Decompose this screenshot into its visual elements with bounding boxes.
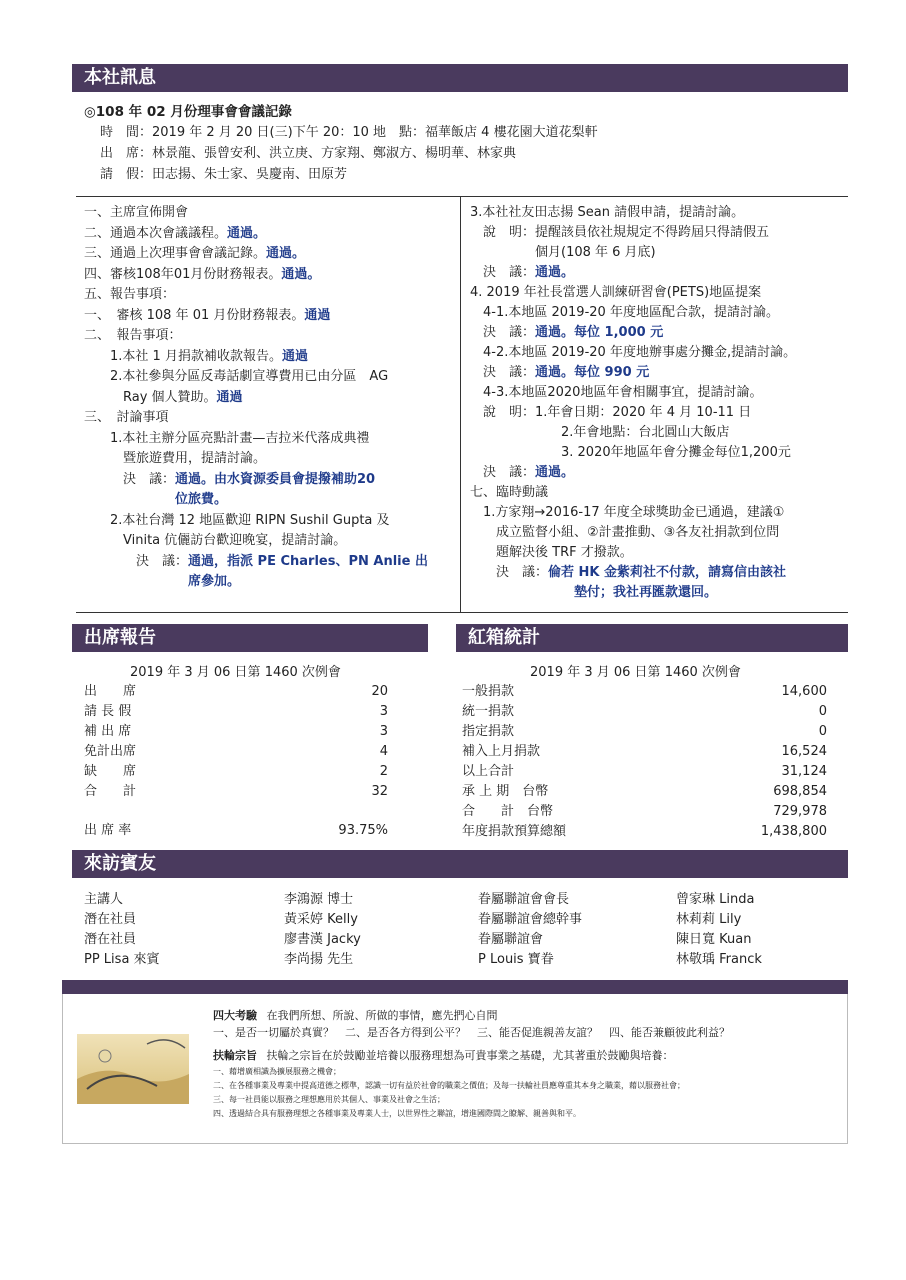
agenda-line-resolution: 位旅費。 — [175, 492, 228, 507]
attendance-rate-value: 93.75% — [338, 823, 388, 838]
agenda-line-resolution: 通過。 — [266, 246, 306, 261]
visitor-cell: 李鴻源 博士 — [284, 892, 354, 907]
agenda-line-text: 個月(108 年 6 月底) — [470, 245, 656, 260]
minutes-time: 時 間：2019 年 2 月 20 日(三)下午 20：10 地 點：福華飯店 4 樓花園大道花梨軒 — [100, 125, 598, 140]
four-way-test-items: 一、是否一切屬於真實？ 二、是否各方得到公平？ 三、能否促進親善友誼？ 四、能否兼顧彼此利益？ — [213, 1026, 730, 1039]
table-row-value: 31,124 — [781, 764, 827, 779]
agenda-line-text: 2.本社參與分區反毒話劇宣導費用已由分區 AG — [84, 369, 389, 384]
object-title: 扶輪宗旨 — [213, 1049, 257, 1062]
agenda-line — [470, 444, 791, 462]
visitor-cell: 林敬瑀 Franck — [676, 952, 762, 967]
agenda-line — [470, 484, 548, 502]
agenda-line — [84, 368, 388, 386]
table-row-label: 免計出席 — [84, 744, 137, 759]
agenda-line-text: 4-1.本地區 2019-20 年度地區配合款，提請討論。 — [470, 305, 779, 320]
agenda-line-text: 一、主席宣佈開會 — [84, 205, 189, 220]
agenda-line — [84, 471, 375, 489]
agenda-line-text: 題解決後 TRF 才撥款。 — [470, 545, 633, 560]
agenda-line-resolution: 通過，指派 PE Charles、PN Anlie 出 — [188, 553, 428, 569]
agenda-line — [84, 307, 330, 325]
section-header-attendance: 出席報告 — [72, 624, 428, 652]
agenda-line — [470, 244, 656, 262]
agenda-line-text: 五、報告事項： — [84, 287, 176, 302]
agenda-line — [84, 491, 227, 509]
agenda-line-resolution: 通過。 — [535, 465, 575, 480]
visitor-cell: 林莉莉 Lily — [676, 912, 742, 927]
visitor-cell: 潛在社員 — [84, 932, 137, 947]
visitor-cell: 眷屬聯誼會總幹事 — [478, 912, 583, 927]
agenda-line-text: 4-2.本地區 2019-20 年度地辦事處分攤金,提請討論。 — [470, 345, 797, 360]
visitor-cell: 陳日寬 Kuan — [676, 932, 752, 947]
agenda-line-text: 決 議： — [470, 465, 536, 480]
table-row-label: 一般捐款 — [462, 684, 515, 699]
agenda-line-text: 決 議： — [470, 365, 536, 380]
agenda-line — [470, 504, 784, 522]
agenda-line-resolution: 通過 — [304, 307, 331, 323]
attendance-rate-label: 出 席 率 — [84, 823, 132, 838]
agenda-line-text — [84, 574, 188, 589]
landscape-painting-image — [77, 1034, 189, 1104]
agenda-line — [470, 284, 761, 302]
agenda-line-resolution: 通過 — [281, 348, 308, 364]
four-way-test-title: 四大考驗 — [213, 1009, 257, 1022]
agenda-line-resolution: 通過。 — [281, 266, 321, 282]
footer-bar — [62, 980, 848, 994]
table-row-label: 合 計 台幣 — [462, 804, 554, 819]
agenda-line-text: 決 議： — [84, 471, 176, 487]
divider — [76, 196, 848, 197]
table-row-value: 0 — [818, 704, 827, 719]
agenda-line-resolution: 通過。由水資源委員會提撥補助20 — [175, 471, 376, 487]
agenda-line-text: 決 議： — [470, 325, 536, 340]
agenda-line-text — [470, 585, 574, 600]
agenda-line — [84, 225, 266, 243]
agenda-line — [84, 245, 305, 263]
agenda-line-text: 暨旅遊費用，提請討論。 — [84, 451, 267, 466]
table-row-label: 以上合計 — [462, 764, 515, 779]
agenda-line-resolution: 通過。 — [227, 225, 267, 241]
agenda-line — [84, 553, 428, 571]
minutes-title: ◎108 年 02 月份理事會會議記錄 — [84, 104, 292, 120]
table-row-label: 缺 席 — [84, 764, 137, 779]
agenda-line-resolution: 墊付；我社再匯款還回。 — [574, 585, 718, 600]
visitor-cell: 黃采婷 Kelly — [284, 912, 358, 927]
column-divider — [460, 197, 461, 613]
table-row-value: 14,600 — [781, 684, 827, 699]
agenda-line — [84, 409, 169, 427]
table-row-label: 指定捐款 — [462, 724, 515, 739]
table-row-value: 16,524 — [781, 744, 827, 759]
agenda-line — [84, 348, 308, 366]
agenda-line — [84, 389, 243, 407]
agenda-line-text: 說 明：1.年會日期：2020 年 4 月 10-11 日 — [470, 405, 752, 420]
table-row-value: 3 — [379, 704, 388, 719]
attendance-meeting: 2019 年 3 月 06 日第 1460 次例會 — [130, 665, 341, 680]
agenda-line-resolution: 倫若 HK 金紫莉社不付款，請寫信由該社 — [548, 565, 787, 580]
visitor-cell: PP Lisa 來賓 — [84, 952, 160, 967]
table-row-value: 1,438,800 — [760, 824, 827, 839]
agenda-line — [84, 573, 240, 591]
agenda-line — [84, 430, 369, 448]
table-row-value: 729,978 — [773, 804, 827, 819]
agenda-line-text: 二、 報告事項： — [84, 328, 182, 343]
agenda-line — [470, 204, 744, 222]
object-item: 三、每一社員能以服務之理想應用於其個人、事業及社會之生活； — [213, 1095, 445, 1104]
agenda-line — [470, 324, 663, 342]
table-row-label: 合 計 — [84, 784, 137, 799]
agenda-line — [470, 524, 779, 542]
agenda-line — [470, 424, 729, 442]
agenda-line-text: 決 議： — [470, 265, 536, 280]
object-item: 一、藉增廣相識為擴展服務之機會； — [213, 1067, 341, 1076]
table-row-value: 4 — [379, 744, 388, 759]
visitor-cell: 主講人 — [84, 892, 124, 907]
visitor-cell: 眷屬聯誼會會長 — [478, 892, 570, 907]
table-row-label: 年度捐款預算總額 — [462, 824, 567, 839]
agenda-line — [84, 450, 266, 468]
section-header-redbox: 紅箱統計 — [456, 624, 848, 652]
visitor-cell: 眷屬聯誼會 — [478, 932, 544, 947]
agenda-line-resolution: 通過 — [216, 389, 243, 405]
table-row-label: 出 席 — [84, 684, 137, 699]
table-row-value: 20 — [371, 684, 388, 699]
agenda-line-text: 4-3.本地區2020地區年會相關事宜，提請討論。 — [470, 385, 763, 400]
object-intro: 扶輪之宗旨在於鼓勵並培養以服務理想為可貴事業之基礎，尤其著重於鼓勵與培養： — [266, 1049, 674, 1062]
agenda-line — [470, 544, 633, 562]
agenda-line — [470, 264, 574, 282]
agenda-line-text: 七、臨時動議 — [470, 485, 549, 500]
agenda-line — [470, 364, 649, 382]
agenda-line — [470, 384, 762, 402]
object-item: 四、透過結合具有服務理想之各種事業及專業人士，以世界性之聯誼，增進國際間之瞭解、親善與和平。 — [213, 1109, 581, 1118]
agenda-line — [470, 404, 751, 422]
table-row-value: 3 — [379, 724, 388, 739]
agenda-line — [84, 532, 346, 550]
agenda-line-text: 一、 審核 108 年 01 月份財務報表。 — [84, 307, 305, 323]
table-row-label: 請 長 假 — [84, 704, 132, 719]
visitor-cell: 李尚揚 先生 — [284, 952, 354, 967]
agenda-line-text: 1.本社 1 月捐款補收款報告。 — [84, 348, 282, 364]
section-header-visitors: 來訪賓友 — [72, 850, 848, 878]
agenda-line-text — [84, 492, 175, 507]
agenda-line-text: 3. 2020年地區年會分攤金每位1,200元 — [470, 445, 791, 460]
agenda-line — [84, 327, 182, 345]
agenda-line-text: 三、通過上次理事會會議記錄。 — [84, 246, 267, 261]
agenda-line — [84, 204, 188, 222]
agenda-line-text: 3.本社社友田志揚 Sean 請假申請，提請討論。 — [470, 205, 745, 220]
agenda-line-resolution: 席參加。 — [188, 574, 241, 589]
table-row-value: 32 — [371, 784, 388, 799]
visitor-cell: 廖書漢 Jacky — [284, 932, 361, 947]
redbox-meeting: 2019 年 3 月 06 日第 1460 次例會 — [530, 665, 741, 680]
agenda-line-text: 決 議： — [84, 553, 189, 569]
table-row-value: 698,854 — [773, 784, 827, 799]
agenda-line-text: 1.本社主辦分區亮點計畫—吉拉米代落成典禮 — [84, 430, 370, 446]
visitor-cell: P Louis 寶眷 — [478, 952, 554, 967]
agenda-line-resolution: 通過。每位 990 元 — [535, 365, 650, 380]
minutes-attend: 出 席：林景龍、張曾安利、洪立庚、方家翔、鄭淑方、楊明華、林家典 — [100, 146, 517, 161]
agenda-line-text: Ray 個人贊助。 — [84, 389, 217, 405]
agenda-line — [470, 224, 769, 242]
agenda-line — [84, 286, 175, 304]
section-header-news: 本社訊息 — [72, 64, 848, 92]
agenda-line-text: Vinita 伉儷訪台歡迎晚宴，提請討論。 — [84, 533, 347, 548]
minutes-leave: 請 假：田志揚、朱士家、吳慶南、田原芳 — [100, 167, 348, 182]
agenda-line-text: 四、審核108年01月份財務報表。 — [84, 266, 282, 282]
agenda-line-text: 決 議： — [470, 565, 549, 580]
agenda-line-resolution: 通過。 — [535, 265, 575, 280]
divider — [76, 612, 848, 613]
table-row-label: 承 上 期 台幣 — [462, 784, 549, 799]
agenda-line-text: 說 明：提醒該員依社規規定不得跨屆只得請假五 — [470, 225, 770, 240]
visitor-cell: 曾家琳 Linda — [676, 892, 755, 907]
object-item: 二、在各種事業及專業中提高道德之標準，認識一切有益於社會的職業之價值；及每一扶輪社員應尊重其本身之職業，藉以服務社會； — [213, 1081, 685, 1090]
agenda-line — [470, 344, 796, 362]
agenda-line — [470, 584, 717, 602]
agenda-line-text: 4. 2019 年社長當選人訓練研習會(PETS)地區提案 — [470, 285, 762, 300]
agenda-line-resolution: 通過。每位 1,000 元 — [535, 325, 664, 340]
agenda-line-text: 1.方家翔→2016-17 年度全球獎助金已通過，建議① — [470, 505, 785, 520]
agenda-line-text: 成立監督小組、②計畫推動、③各友社捐款到位問 — [470, 525, 780, 540]
table-row-value: 2 — [379, 764, 388, 779]
agenda-line-text: 2.本社台灣 12 地區歡迎 RIPN Sushil Gupta 及 — [84, 512, 390, 528]
table-row-label: 補 出 席 — [84, 724, 132, 739]
table-row-value: 0 — [818, 724, 827, 739]
footer-box — [62, 994, 848, 1144]
agenda-line — [84, 266, 320, 284]
agenda-line — [84, 512, 390, 530]
agenda-line-text: 三、 討論事項 — [84, 410, 169, 425]
four-way-test-intro: 在我們所想、所說、所做的事情，應先捫心自問 — [266, 1009, 498, 1022]
agenda-line-text: 2.年會地點：台北圓山大飯店 — [470, 425, 730, 440]
visitor-cell: 潛在社員 — [84, 912, 137, 927]
agenda-line-text: 二、通過本次會議議程。 — [84, 225, 228, 241]
agenda-line — [470, 464, 574, 482]
agenda-line — [470, 304, 779, 322]
agenda-line — [470, 564, 786, 582]
table-row-label: 統一捐款 — [462, 704, 515, 719]
table-row-label: 補入上月捐款 — [462, 744, 541, 759]
